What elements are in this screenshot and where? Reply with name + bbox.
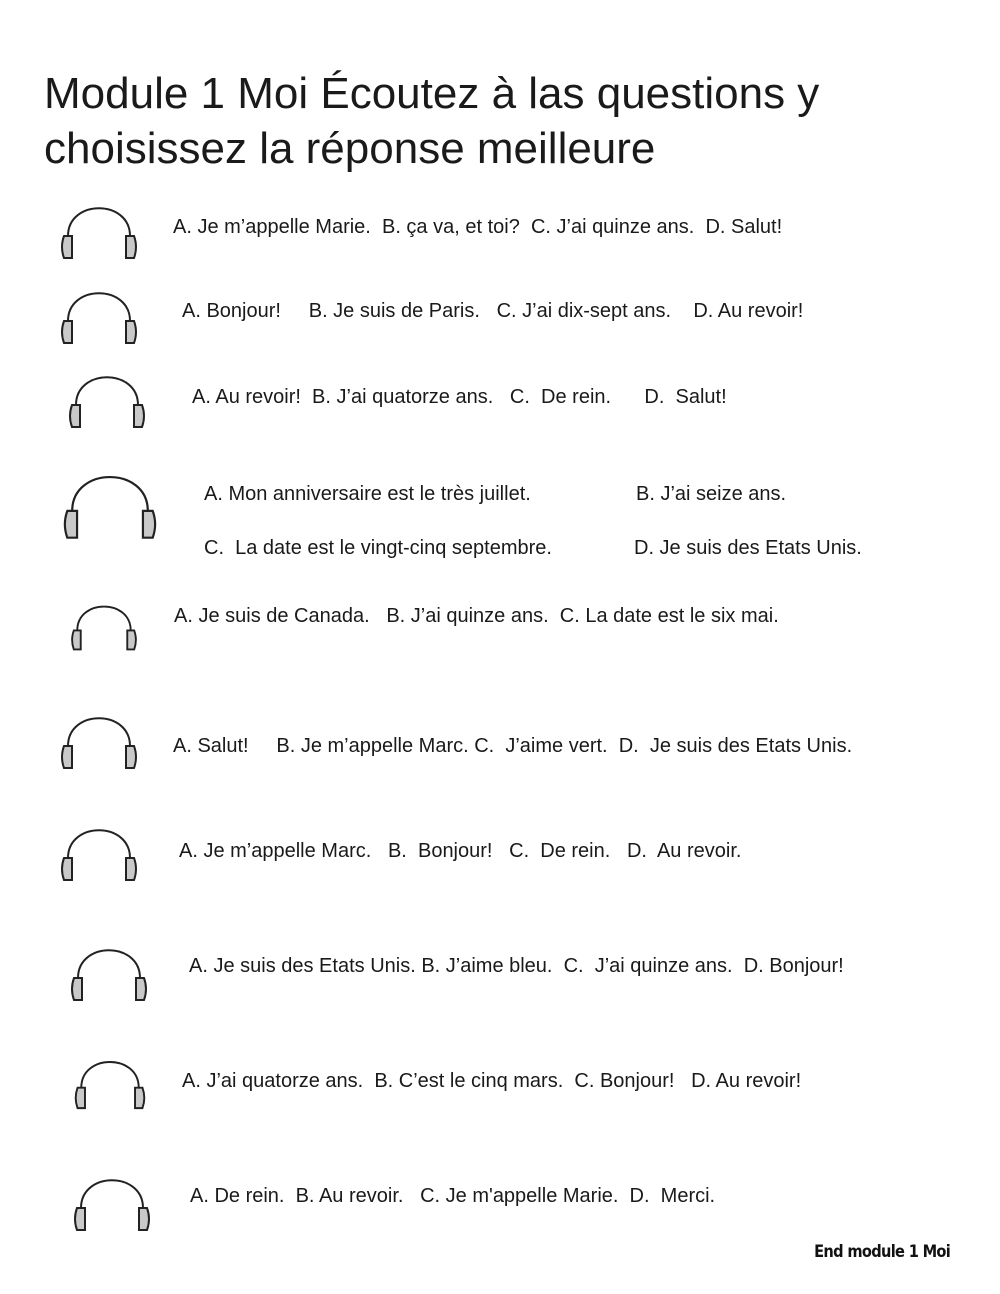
answer-options[interactable]: A. Je suis de Canada. B. J’ai quinze ans. C. La date est le six mai. [174, 605, 779, 627]
headphones-icon[interactable] [60, 470, 160, 542]
footer-label: End module 1 Moi [814, 1242, 950, 1262]
title-line-2: choisissez la réponse meilleure [44, 124, 656, 173]
title-line-1: Module 1 Moi Écoutez à las questions y [44, 69, 820, 118]
headphones-icon[interactable] [66, 372, 148, 430]
answer-options[interactable]: A. Je m’appelle Marie. B. ça va, et toi? C. J’ai quinze ans. D. Salut! [173, 216, 783, 238]
answer-option-a[interactable]: A. Mon anniversaire est le très juillet. [204, 483, 531, 505]
headphones-icon[interactable] [72, 1057, 148, 1111]
answer-option-b[interactable]: B. J’ai seize ans. [636, 483, 787, 505]
answer-options[interactable]: A. Bonjour! B. Je suis de Paris. C. J’ai dix-sept ans. D. Au revoir! [182, 300, 804, 322]
headphones-icon[interactable] [68, 602, 140, 652]
answer-options[interactable]: A. Salut! B. Je m’appelle Marc. C. J’aime vert. D. Je suis des Etats Unis. [173, 735, 853, 757]
page-title [44, 66, 974, 176]
answer-option-d[interactable]: D. Je suis des Etats Unis. [634, 537, 862, 559]
answer-options[interactable]: A. Je m’appelle Marc. B. Bonjour! C. De rein. D. Au revoir. [179, 840, 742, 862]
headphones-icon[interactable] [58, 713, 140, 771]
answer-options[interactable]: A. Je suis des Etats Unis. B. J’aime bleu. C. J’ai quinze ans. D. Bonjour! [189, 955, 844, 977]
headphones-icon[interactable] [71, 1175, 153, 1233]
answer-options[interactable]: A. De rein. B. Au revoir. C. Je m'appelle Marie. D. Merci. [190, 1185, 716, 1207]
headphones-icon[interactable] [68, 945, 150, 1003]
headphones-icon[interactable] [58, 288, 140, 346]
answer-options[interactable]: A. Au revoir! B. J’ai quatorze ans. C. De rein. D. Salut! [192, 386, 727, 408]
headphones-icon[interactable] [58, 825, 140, 883]
answer-option-c[interactable]: C. La date est le vingt-cinq septembre. [204, 537, 552, 559]
answer-options[interactable]: A. J’ai quatorze ans. B. C’est le cinq mars. C. Bonjour! D. Au revoir! [182, 1070, 802, 1092]
headphones-icon[interactable] [58, 203, 140, 261]
